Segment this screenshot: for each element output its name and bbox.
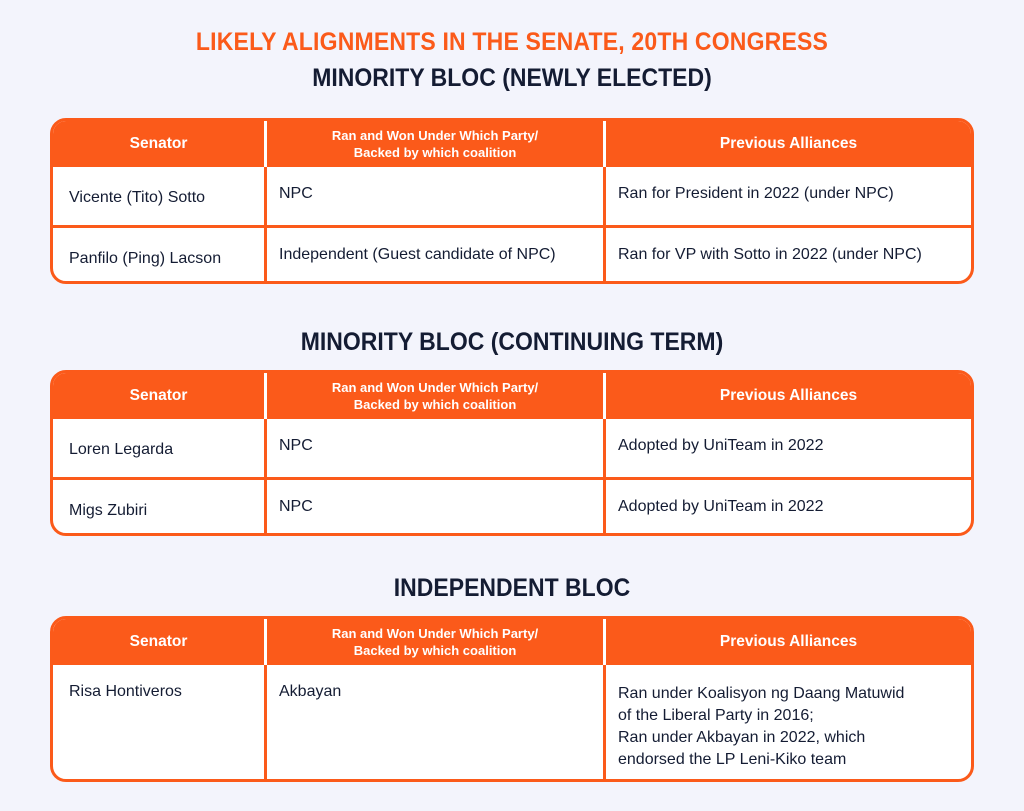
table-independent-bloc xyxy=(50,616,974,782)
table-header xyxy=(53,121,971,167)
party-cell: Akbayan xyxy=(267,665,606,779)
header-party: Ran and Won Under Which Party/ Backed by which coalition xyxy=(267,373,606,419)
table-row xyxy=(53,665,971,779)
table-header xyxy=(53,619,971,665)
alliances-cell: Ran under Koalisyon ng Daang Matuwid of the Liberal Party in 2016; Ran under Akbayan in 2022, which endorsed the LP Leni-Kiko team xyxy=(618,685,905,768)
section-title-minority-newly-elected: MINORITY BLOC (NEWLY ELECTED) xyxy=(312,64,712,92)
header-alliances: Previous Alliances xyxy=(719,387,858,404)
section-title-independent-bloc: INDEPENDENT BLOC xyxy=(393,574,631,602)
senator-cell: Vicente (Tito) Sotto xyxy=(53,167,267,225)
party-cell: Independent (Guest candidate of NPC) xyxy=(267,228,606,284)
section-title-minority-continuing-term: MINORITY BLOC (CONTINUING TERM) xyxy=(300,328,724,356)
table-row xyxy=(53,225,971,284)
header-alliances: Previous Alliances xyxy=(719,633,858,650)
header-alliances: Previous Alliances xyxy=(719,135,858,152)
party-cell: NPC xyxy=(267,480,606,536)
header-party: Ran and Won Under Which Party/ Backed by which coalition xyxy=(267,121,606,167)
party-cell: NPC xyxy=(267,419,606,477)
table-row xyxy=(53,419,971,477)
alliances-cell: Adopted by UniTeam in 2022 xyxy=(618,437,824,454)
senator-cell: Migs Zubiri xyxy=(53,480,267,536)
alliances-cell: Adopted by UniTeam in 2022 xyxy=(618,498,824,515)
table-row xyxy=(53,477,971,536)
header-senator: Senator xyxy=(53,619,267,665)
alliances-cell: Ran for President in 2022 (under NPC) xyxy=(618,185,894,202)
table-row xyxy=(53,167,971,225)
table-minority-newly-elected xyxy=(50,118,974,284)
header-party: Ran and Won Under Which Party/ Backed by which coalition xyxy=(267,619,606,665)
header-senator: Senator xyxy=(53,121,267,167)
senator-cell: Loren Legarda xyxy=(53,419,267,477)
senator-cell: Risa Hontiveros xyxy=(53,665,267,779)
party-cell: NPC xyxy=(267,167,606,225)
alliances-cell: Ran for VP with Sotto in 2022 (under NPC) xyxy=(618,246,922,263)
table-minority-continuing-term xyxy=(50,370,974,536)
header-senator: Senator xyxy=(53,373,267,419)
page-title: LIKELY ALIGNMENTS IN THE SENATE, 20TH CONGRESS xyxy=(195,28,829,56)
senator-cell: Panfilo (Ping) Lacson xyxy=(53,228,267,284)
table-header xyxy=(53,373,971,419)
